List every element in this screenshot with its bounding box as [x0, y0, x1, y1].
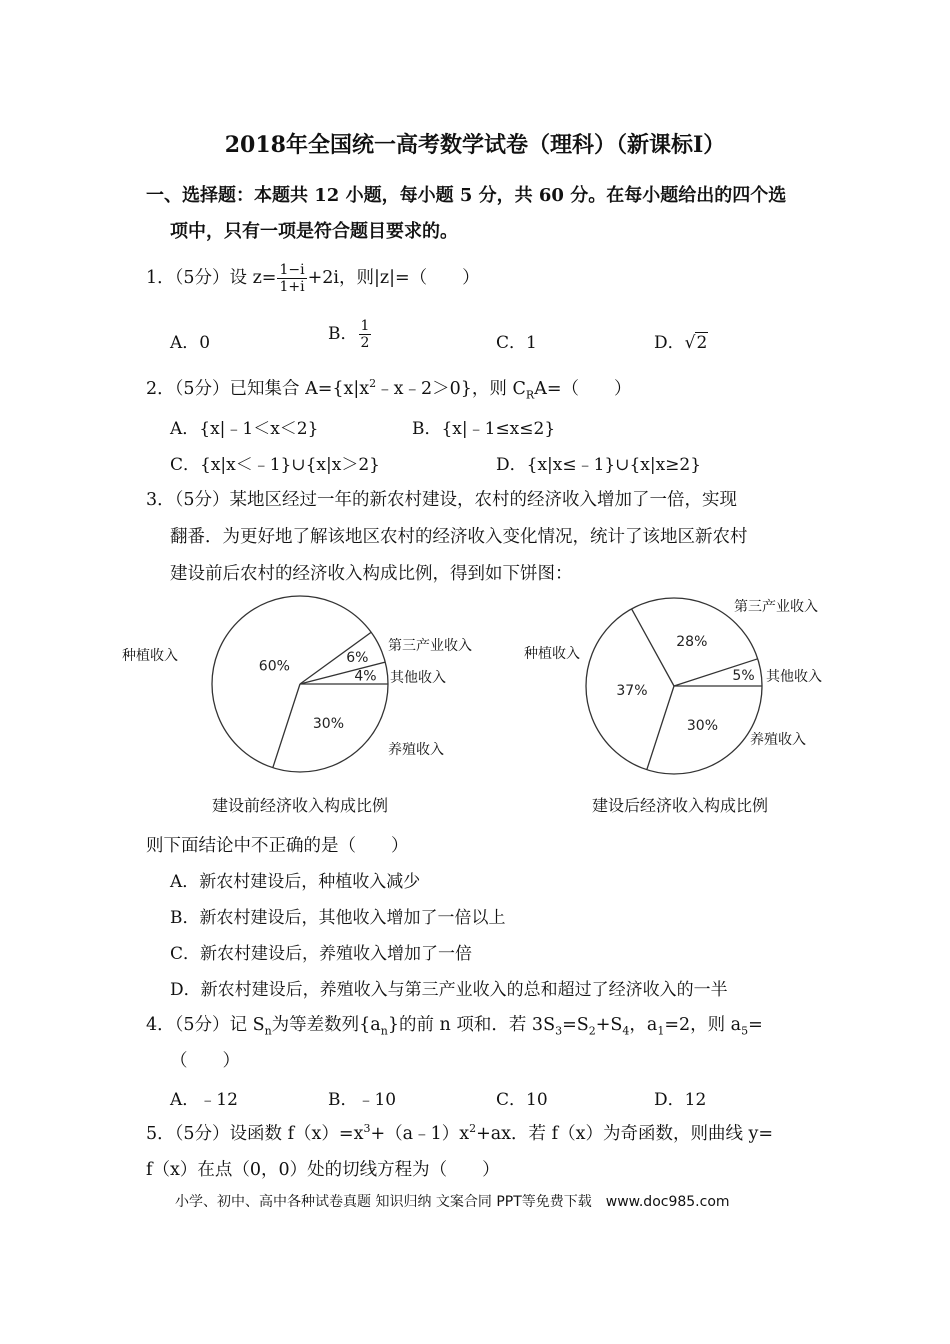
section-heading-line1: 一、选择题：本题共 12 小题，每小题 5 分，共 60 分。在每小题给出的四个选 — [146, 185, 787, 206]
pie-chart-before — [122, 596, 472, 772]
pie-after-divider — [632, 609, 674, 686]
q4-sub-n: n — [264, 1024, 272, 1038]
question-1 — [146, 262, 480, 295]
q4-mid3: =S — [562, 1015, 589, 1035]
question-4 — [146, 1011, 763, 1038]
q2-option-a: A．{x|﹣1＜x＜2} — [170, 419, 319, 439]
q1-option-d — [654, 328, 708, 353]
pie-after-label-other: 其他收入 — [766, 669, 822, 685]
q1-option-a: A．0 — [170, 333, 211, 353]
q4-pre: 4．（5分）记 S — [146, 1015, 265, 1035]
q1-option-b-label: B． — [328, 324, 358, 344]
q4-sub-3: 3 — [555, 1024, 563, 1038]
pie-after-label-tertiary: 第三产业收入 — [734, 599, 818, 615]
q3-option-c: C．新农村建设后，养殖收入增加了一倍 — [170, 944, 473, 964]
q3-stem-line2: 翻番．为更好地了解该地区农村的经济收入变化情况，统计了该地区新农村 — [170, 527, 748, 547]
pie-after-label-breeding: 养殖收入 — [750, 732, 806, 748]
q1-option-b-fraction — [359, 318, 372, 351]
q4-sub-2: 2 — [588, 1024, 596, 1038]
q1-frac-den: 1+i — [279, 279, 305, 295]
pie-before-value-breeding: 30% — [312, 716, 345, 733]
q4-option-d: D．12 — [654, 1090, 707, 1110]
q4-mid1: 为等差数列{a — [271, 1015, 381, 1035]
pie-after-label-planting: 种植收入 — [524, 646, 580, 662]
q4-option-a: A．﹣12 — [170, 1090, 238, 1110]
q3-option-b: B．新农村建设后，其他收入增加了一倍以上 — [170, 908, 506, 928]
q2-stem-post: A=（ ） — [534, 379, 632, 399]
pie-after-value-tertiary: 28% — [676, 633, 708, 650]
q4-sub-a1: 1 — [657, 1024, 665, 1038]
pie-after-divider — [647, 686, 674, 770]
q1-optb-den: 2 — [360, 335, 370, 351]
q2-sup: 2 — [369, 377, 377, 391]
q2-option-c: C．{x|x＜﹣1}∪{x|x＞2} — [170, 455, 380, 475]
pie-before-title: 建设前经济收入构成比例 — [211, 796, 389, 815]
pie-before-label-planting: 种植收入 — [122, 648, 178, 664]
q1-option-d-label: D． — [654, 333, 685, 353]
pie-after-value-breeding: 30% — [686, 718, 719, 735]
pie-chart-after — [524, 598, 822, 774]
q3-stem-line1: 3．（5分）某地区经过一年的新农村建设，农村的经济收入增加了一倍，实现 — [146, 490, 738, 510]
q1-optd-radicand: 2 — [696, 333, 708, 353]
q5-sup-2: 2 — [469, 1122, 477, 1136]
q4-mid5: ，a — [629, 1015, 658, 1035]
q5-sup-3: 3 — [363, 1122, 371, 1136]
question-5 — [146, 1120, 773, 1145]
q3-stem-line3: 建设前后农村的经济收入构成比例，得到如下饼图： — [170, 564, 573, 584]
q2-option-d: D．{x|x≤﹣1}∪{x|x≥2} — [496, 455, 702, 475]
q4-sub-a5: 5 — [741, 1024, 749, 1038]
q1-option-b — [328, 318, 372, 351]
page-title: 2018年全国统一高考数学试卷（理科）（新课标I） — [224, 132, 726, 158]
pie-charts-figure — [122, 596, 840, 826]
page-footer: 小学、初中、高中各种试卷真题 知识归纳 文案合同 PPT等免费下载 www.doc985.com — [175, 1194, 730, 1210]
q4-mid2: }的前 n 项和．若 3S — [387, 1015, 556, 1035]
q4-mid4: +S — [595, 1015, 623, 1035]
q5-post: +ax．若 f（x）为奇函数，则曲线 y= — [476, 1124, 774, 1144]
q5-mid: +（a﹣1）x — [370, 1124, 470, 1144]
pie-before-label-breeding: 养殖收入 — [388, 742, 444, 758]
sqrt-icon: √ — [684, 333, 696, 353]
q4-line2: （ ） — [170, 1051, 240, 1071]
q2-stem-mid: ﹣x﹣2＞0}，则 C — [376, 379, 526, 399]
question-2 — [146, 375, 632, 402]
q3-option-a: A．新农村建设后，种植收入减少 — [170, 872, 421, 892]
q4-mid6: =2，则 a — [664, 1015, 742, 1035]
q1-frac-num: 1−i — [279, 262, 305, 278]
q5-pre: 5．（5分）设函数 f（x）=x — [146, 1124, 364, 1144]
q2-stem-pre: 2．（5分）已知集合 A={x|x — [146, 379, 370, 399]
q4-option-b: B．﹣10 — [328, 1090, 397, 1110]
pie-after-title: 建设后经济收入构成比例 — [591, 796, 769, 815]
pie-after-value-planting: 37% — [616, 682, 648, 699]
pie-before-value-planting: 60% — [258, 658, 290, 675]
q4-sub-n2: n — [380, 1024, 388, 1038]
q3-option-d: D．新农村建设后，养殖收入与第三产业收入的总和超过了经济收入的一半 — [170, 980, 728, 1000]
q4-option-c: C．10 — [496, 1090, 548, 1110]
pie-before-label-other: 其他收入 — [390, 670, 446, 686]
q5-line2: f（x）在点（0，0）处的切线方程为（ ） — [146, 1160, 500, 1180]
pie-before-label-tertiary: 第三产业收入 — [388, 638, 472, 654]
pie-after-value-other: 5% — [732, 667, 755, 684]
q1-optb-num: 1 — [360, 318, 370, 334]
pie-before-value-tertiary: 6% — [346, 650, 369, 667]
q1-option-c: C．1 — [496, 333, 537, 353]
q3-prompt: 则下面结论中不正确的是（ ） — [146, 836, 409, 856]
q1-stem-post: +2i，则|z|=（ ） — [307, 268, 480, 288]
pie-before-divider — [273, 684, 300, 768]
q4-sub-4: 4 — [622, 1024, 630, 1038]
q1-fraction — [277, 262, 306, 295]
q1-stem-pre: 1．（5分）设 z= — [146, 268, 277, 288]
q2-option-b: B．{x|﹣1≤x≤2} — [412, 419, 556, 439]
pie-before-value-other: 4% — [354, 668, 377, 685]
section-heading-line2: 项中，只有一项是符合题目要求的。 — [170, 221, 458, 242]
q4-post: = — [748, 1015, 763, 1035]
q2-sub: R — [525, 388, 535, 402]
